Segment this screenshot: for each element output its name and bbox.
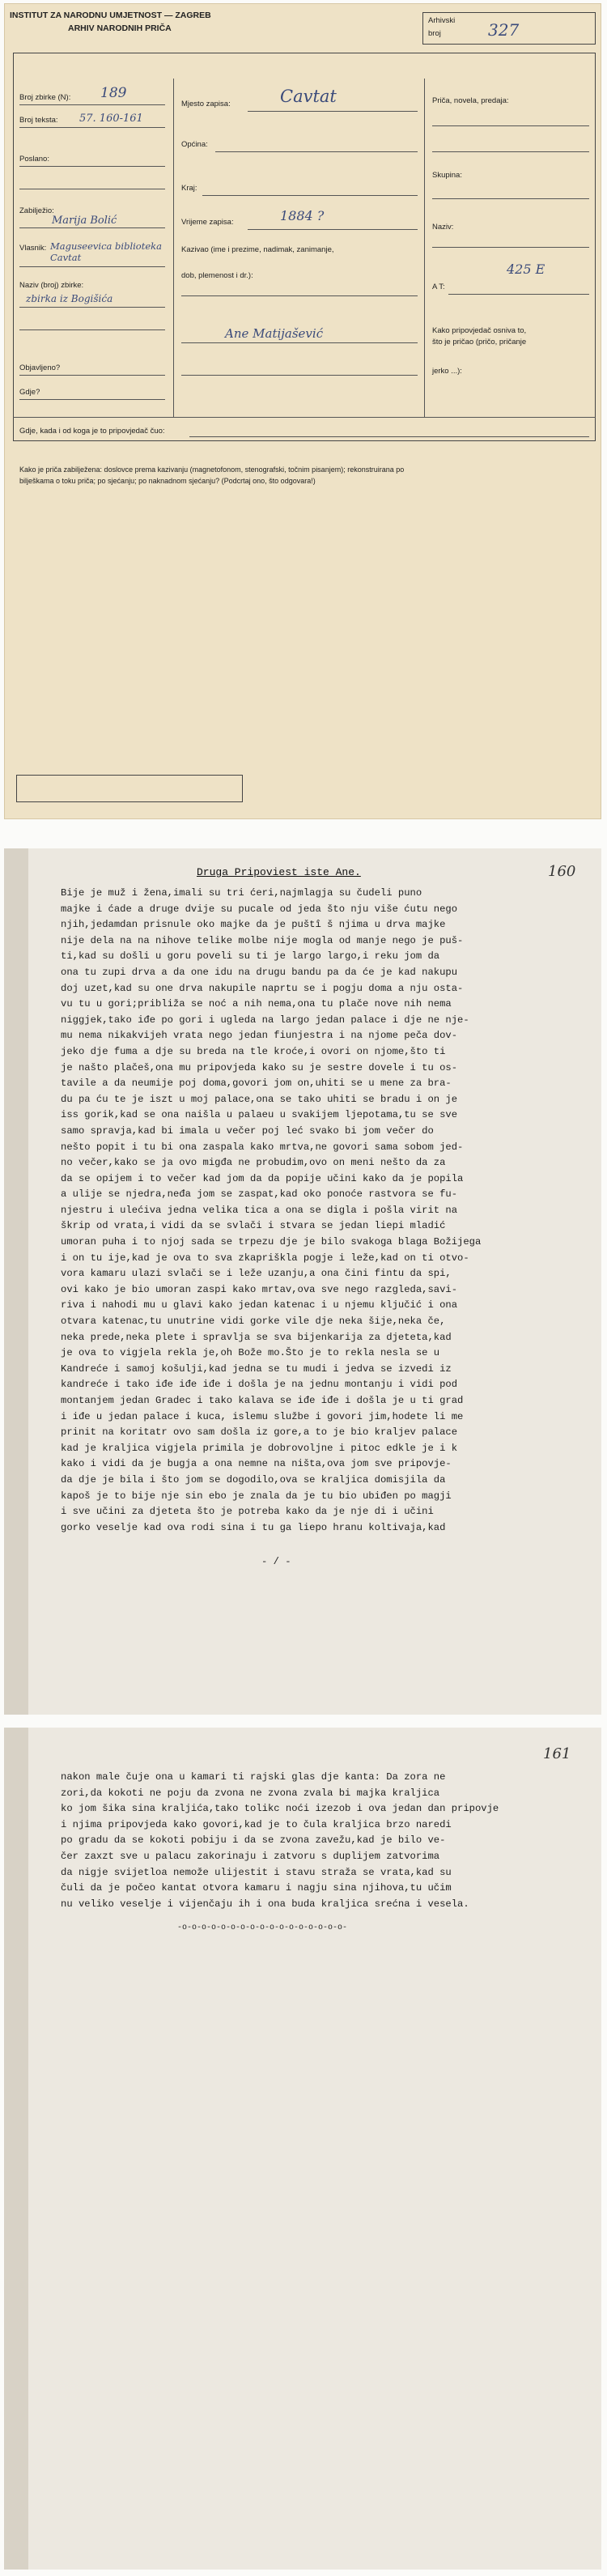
naziv-zbirke-label: Naziv (broj) zbirke:	[19, 281, 84, 290]
typed-line: i on tu ije,kad je ova to sva zkapriškla pogje i leže,kad on ti otvo-	[61, 1252, 469, 1264]
page-footer-mark: - / -	[261, 1556, 291, 1567]
typed-line: Bije je muž i žena,imali su tri ćeri,najmlagja su čudeli puno	[61, 887, 422, 899]
arhivski-label: Arhivski	[428, 16, 456, 25]
typed-line: škrip od vrata,i vidi da se svlači i stvara se jedan liepi mladić	[61, 1220, 446, 1232]
typed-line: ona tu zupi drva a da one idu na drugu bandu pa da će je kad nakupu	[61, 966, 458, 978]
typed-line: neka prede,neka plete i spravlja se sva bijenkarija za djeteta,kad	[61, 1331, 452, 1343]
kraj-label: Kraj:	[181, 184, 197, 193]
vrijeme-zapisa-label: Vrijeme zapisa:	[181, 218, 234, 227]
typed-line: da dje je bila i što jom se dogodilo,ova se kraljica domisjila da	[61, 1473, 446, 1486]
typed-line: nije dela na na nihove telike molbe nije mogla od manje nego je puš-	[61, 934, 464, 946]
typed-page-160	[4, 848, 601, 1715]
typed-line: Kandreće i samoj košulji,kad jedna se tu mudi i jedva se izvedi iz	[61, 1362, 452, 1375]
typed-line: vu tu u gori;približa se noć a nih nema,ona tu plače nove nih nema	[61, 998, 452, 1010]
typed-line: kad je kraljica vigjela primila je dobrovoljne i pitoc edkle je i k	[61, 1442, 458, 1454]
typed-line: otvara katenac,tu unutrine vidi gorke vile dje neka šije,neka če,	[61, 1316, 446, 1328]
broj-label: broj	[428, 29, 441, 38]
typed-line: kako i vidi da je bugja a ona nemne na ništa,ova jom sve pripovje-	[61, 1458, 452, 1470]
broj-teksta-label: Broj teksta:	[19, 116, 58, 125]
broj-zbirke-value: 189	[100, 85, 127, 101]
typed-line: a ulije se njedra,neđa jom se zaspat,kad oko ponoće rastvora se fu-	[61, 1188, 458, 1201]
vlasnik-label: Vlasnik:	[19, 244, 47, 253]
opcina-label: Općina:	[181, 140, 208, 149]
typed-line: niggjek,tako iđe po gori i ugleda na largo jedan palace i dje ne nje-	[61, 1014, 469, 1026]
vlasnik-value: Maguseevica biblioteka Cavtat	[50, 240, 162, 263]
naziv-label: Naziv:	[432, 223, 454, 232]
column-divider-1	[173, 79, 174, 417]
typed-text-block	[61, 886, 481, 1536]
archive-number-value: 327	[488, 20, 520, 40]
empty-box	[16, 775, 243, 802]
page-binding-edge	[4, 1728, 28, 2570]
typed-line: je našto plačeš,ona mu pripovjeda kako su je sestre dovele i tu os-	[61, 1061, 458, 1073]
typed-line: umoran puha i to njoj sada se trpezu dje je bilo svakoga blaga Božijega	[61, 1236, 482, 1248]
typed-line: ko jom šika sina kraljića,tako tolikc noći izezob i ova jedan dan pripovje	[61, 1803, 499, 1815]
objavljeno-label: Objavljeno?	[19, 363, 61, 372]
typed-line: njih,jedamdan prisnule oko majke da je puštî š njima u drva majke	[61, 919, 446, 931]
typed-line: tavile a da neumije poj doma,govori jom on,uhiti se u mene za bra-	[61, 1078, 452, 1090]
prica-label: Priča, novela, predaja:	[432, 96, 509, 105]
typed-text-block	[61, 1770, 499, 1912]
typed-line: prinit na koritatr ovo sam došla iz gore,a to je bio kraljev palace	[61, 1426, 458, 1439]
typed-line: čer zaxzt sve u palacu zakorinaju i zatvoru s duplijem zatvorima	[61, 1850, 440, 1862]
at-value: 425 E	[507, 261, 545, 277]
archive-header: ARHIV NARODNIH PRIČA	[68, 23, 172, 33]
kazivac-value: Ane Matijašević	[225, 326, 324, 341]
page-binding-edge	[4, 848, 28, 1715]
page-number: 160	[548, 863, 576, 880]
typed-line: njestru i ulećiva jedna velika tica a ona se digla i pošla virit na	[61, 1204, 458, 1216]
typed-page-161	[4, 1728, 601, 2570]
page-number: 161	[543, 1745, 571, 1762]
story-title: Druga Pripoviest iste Ane.	[197, 866, 361, 878]
typed-line: iss gorik,kad se ona naišla u palaeu u svakijem ljepotama,tu se sve	[61, 1109, 458, 1121]
typed-line: i iđe u jedan palace i kuca, islemu službe i govori jim,hodete li me	[61, 1410, 464, 1422]
end-mark: -o-o-o-o-o-o-o-o-o-o-o-o-o-o-o-o-o-	[177, 1923, 348, 1932]
broj-zbirke-label: Broj zbirke (N):	[19, 93, 71, 102]
kako-label-1: Kako pripovjedač osniva to,	[432, 326, 527, 335]
typed-line: samo spravja,kad bi imala u večer poj leć svako bi jom večer do	[61, 1124, 434, 1137]
zabiljezio-label: Zabilježio:	[19, 206, 54, 215]
kazivao-label: Kazivao (ime i prezime, nadimak, zanimanje,	[181, 245, 334, 254]
typed-line: ovi kako je bio umoran zaspi kako mrtav,ova sve nego razgleda,savi-	[61, 1283, 458, 1295]
at-label: A T:	[432, 283, 445, 291]
typed-line: kandreće i tako iđe iđe iđe i došla je na jednu montanju i vidi pod	[61, 1379, 458, 1391]
typed-line: mu nema nikakvijeh vrata nego jedan fiunjestra i na njome peča dov-	[61, 1030, 458, 1042]
typed-line: nakon male čuje ona u kamari ti rajski glas dje kanta: Da zora ne	[61, 1771, 446, 1783]
typed-line: riva i nahodi mu u glavi kako jedan katenac i u njemu ključić i ona	[61, 1299, 458, 1311]
typed-line: montanjem jedan Gradec i tako kalava se iđe iđe i došla je u ti grad	[61, 1395, 464, 1406]
institute-header: INSTITUT ZA NARODNU UMJETNOST — ZAGREB	[10, 11, 211, 20]
kako-label-2: što je pričao (pričo, pričanje	[432, 338, 527, 346]
gdje-kada-label: Gdje, kada i od koga je to pripovjedač čuo:	[19, 427, 165, 436]
typed-line: čuli da je počeo kantat otvora kamaru i nagju sina njihova,tu učim	[61, 1882, 452, 1894]
typed-line: nu veliko veselje i vijenčaju ih i ona buda kraljica srećna i vesela.	[61, 1898, 469, 1910]
vrijeme-zapisa-value: 1884 ?	[280, 208, 325, 223]
typed-line: majke i ćade a druge dvije su pucale od jeda što nju više ćutu nego	[61, 903, 458, 915]
typed-line: i njima pripovjeda kako govori,kad je to čula kraljica brzo naredi	[61, 1818, 452, 1830]
dob-label: dob, plemenost i dr.):	[181, 271, 253, 280]
poslano-label: Poslano:	[19, 155, 49, 164]
mjesto-zapisa-value: Cavtat	[280, 87, 337, 106]
typed-line: da nigje svijetloa nemože ulijestit i stavu straža se vrata,kad su	[61, 1866, 452, 1878]
typed-line: jeko dje fuma a dje su breda na tle kroće,i ovori on njome,što ti	[61, 1045, 446, 1057]
broj-teksta-value: 57. 160-161	[79, 113, 143, 125]
typed-line: no večer,kako se ja ovo migđa ne probudim,ovo on meni nešto da za	[61, 1157, 446, 1169]
kako-label-3: jerko ...):	[432, 367, 462, 376]
typed-line: doj uzet,kad su one drva nakupile naprtu se i pogju doma a nju osta-	[61, 982, 464, 994]
archive-form-card	[4, 3, 601, 819]
typed-line: zori,da kokoti ne poju da zvona ne zvona zvala bi majka kraljica	[61, 1787, 440, 1799]
notes-line-1: Kako je priča zabilježena: doslovce prema kazivanju (magnetofonom, stenografski, točnim pisanjem); rekonstruirana po	[19, 465, 405, 474]
notes-line-2: bilješkama o toku priča; po sjećanju; po naknadnom sjećanju? (Podcrtaj ono, što odgovara!)	[19, 477, 316, 485]
mjesto-zapisa-label: Mjesto zapisa:	[181, 100, 231, 108]
typed-line: gorko veselje kad ova rodi sina i tu ga liepo hranu koltivaja,kad	[61, 1521, 446, 1533]
column-divider-2	[424, 79, 425, 417]
typed-line: du pa ću te je iszt u moj palace,ona se tako uhiti se bradu i on je	[61, 1093, 458, 1105]
zabiljezio-value: Marija Bolić	[52, 215, 117, 227]
typed-line: ti,kad su došli u goru poveli su ti je largo largo,i reku jom da	[61, 950, 440, 963]
skupina-label: Skupina:	[432, 171, 462, 180]
typed-line: nešto popit i tu bi ona zaspala kako mrtva,ne govori sama sobom jed-	[61, 1141, 464, 1153]
typed-line: je ova to vigjela rekla je,oh Bože mo.Što je to rekla nesla se u	[61, 1347, 440, 1359]
typed-line: po gradu da se kokoti pobiju i da se zvona zavežu,kad je bilo ve-	[61, 1834, 446, 1847]
typed-line: da se opijem i to večer kad jom da da popije učini kako da je popila	[61, 1172, 464, 1184]
gdje-label: Gdje?	[19, 388, 40, 397]
typed-line: i sve učini za djeteta što je potreba kako da je nje di i učini	[61, 1506, 434, 1518]
naziv-zbirke-value: zbirka iz Bogišića	[26, 293, 113, 304]
typed-line: kapoš je to bije nje sin ebo je znala da je tu bio ubiđen po magji	[61, 1490, 452, 1502]
typed-line: vora kamaru ulazi svlači se i leže uzanju,a ona čini fintu da spi,	[61, 1268, 452, 1280]
archive-number-box	[422, 12, 596, 45]
